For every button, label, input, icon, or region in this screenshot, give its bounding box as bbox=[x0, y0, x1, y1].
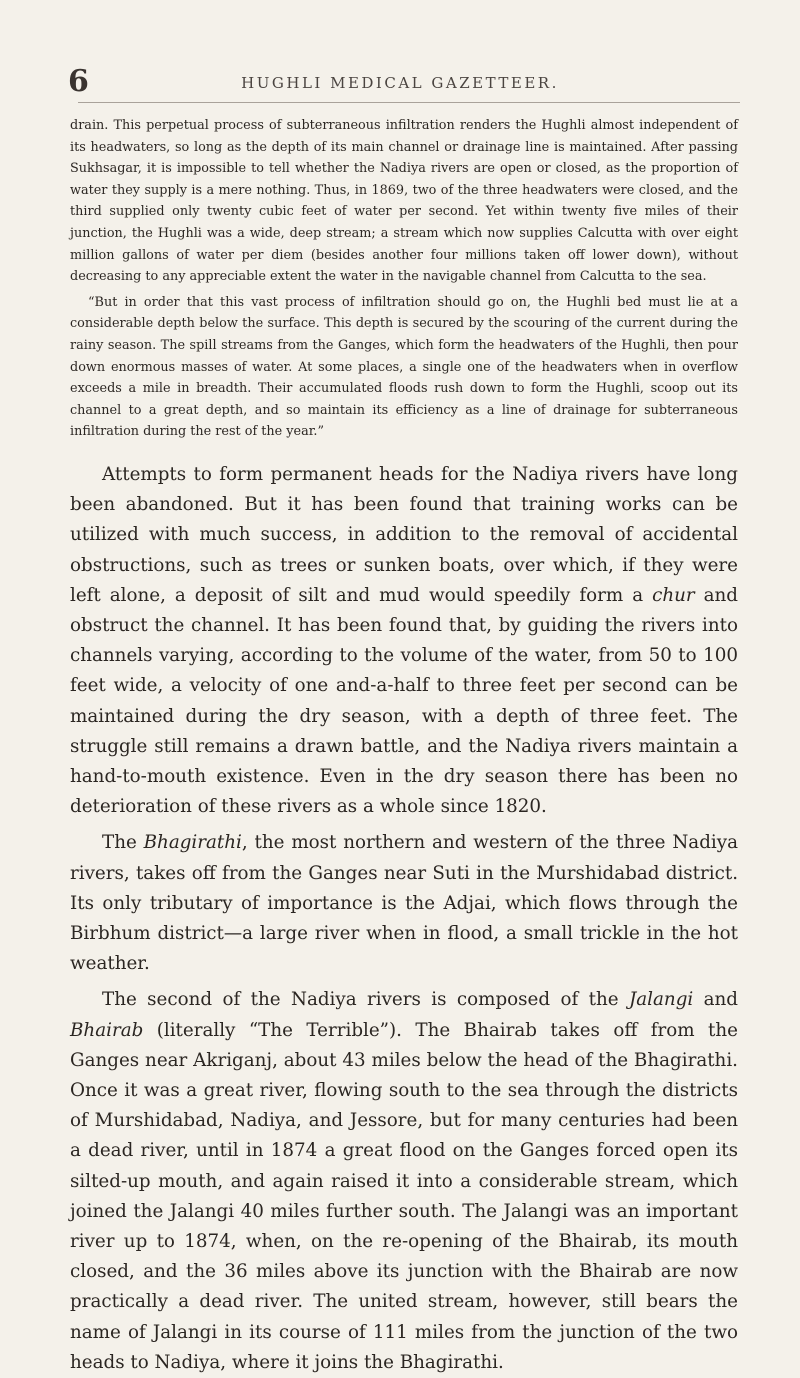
quoted-paragraph: “But in order that this vast process of infiltration should go on, the Hughli bed must lie at a considerable depth below the surface. This depth is secured by the scouring of the current during the rainy season. The spill streams from the Ganges, which form the headwaters of the Hughli, then pour down enormous masses of water. At some places, a single one of the headwaters when in overflow exceeds a mile in breadth. Their accumulated floods rush down to form the Hughli, scoop out its channel to a great depth, and so maintain its efficiency as a line of drainage for subterraneous infiltration during the rest of the year.” bbox=[70, 294, 738, 440]
header-rule bbox=[78, 102, 740, 103]
paragraph: drain. This perpetual process of subterraneous infiltration renders the Hughli almost independent of its headwaters, so long as the depth of its main channel or drainage line is maintained. After passing Sukhsagar, it is impossible to tell whether the Nadiya rivers are open or closed, as the proportion of water they supply is a mere nothing. Thus, in 1869, two of the three headwaters were closed, and the third supplied only twenty cubic feet of water per second. Yet within twenty five miles of their junction, the Hughli was a wide, deep stream; a stream which now supplies Calcutta with over eight million gallons of water per diem (besides another four millions taken off lower down), without decreasing to any appreciable extent the water in the navigable channel from Calcutta to the sea. bbox=[70, 118, 738, 285]
page-number: 6 bbox=[68, 64, 89, 99]
paragraph: The Bhagirathi, the most northern and western of the three Nadiya rivers, takes off from the Ganges near Suti in the Murshidabad district. Its only tributary of importance is the Adjai, which flows through the Birbhum district—a large river when in flood, a small trickle in the hot weather. bbox=[70, 832, 738, 975]
italic-term: chur bbox=[652, 584, 695, 606]
paragraph: The second of the Nadiya rivers is composed of the Jalangi and Bhairab (literally “The Terrible”). The Bhairab takes off from the Ganges near Akriganj, about 43 miles below the head of the Bhagirathi. Once it was a great river, flowing south to the sea through the districts of Murshidabad, Nadiya, and Jessore, but for many centuries had been a dead river, until in 1874 a great flood on the Ganges forced open its silted-up mouth, and again raised it into a considerable stream, which joined the Jalangi 40 miles further south. The Jalangi was an important river up to 1874, when, on the re-opening of the Bhairab, its mouth closed, and the 36 miles above its junction with the Bhairab are now practically a dead river. The united stream, however, still bears the name of Jalangi in its course of 111 miles from the junction of the two heads to Nadiya, where it joins the Bhagirathi. bbox=[70, 989, 739, 1373]
italic-term: Bhagirathi bbox=[143, 832, 242, 854]
small-print-block bbox=[70, 115, 738, 443]
italic-term: Bhairab bbox=[70, 1019, 144, 1041]
page-header bbox=[68, 64, 732, 104]
italic-term: Jalangi bbox=[628, 989, 694, 1011]
main-text-block bbox=[70, 460, 738, 1378]
paragraph: Attempts to form permanent heads for the Nadiya rivers have long been abandoned. But it has been found that training works can be utilized with much success, in addition to the removal of accidental obstructions, such as trees or sunken boats, over which, if they were left alone, a deposit of silt and mud would speedily form a chur and obstruct the channel. It has been found that, by guiding the rivers into channels varying, according to the volume of the water, from 50 to 100 feet wide, a velocity of one and-a-half to three feet per second can be maintained during the dry season, with a depth of three feet. The struggle still remains a drawn battle, and the Nadiya rivers maintain a hand-to-mouth existence. Even in the dry season there has been no deterioration of these rivers as a whole since 1820. bbox=[70, 464, 739, 818]
running-head: HUGHLI MEDICAL GAZETTEER. bbox=[241, 74, 559, 92]
